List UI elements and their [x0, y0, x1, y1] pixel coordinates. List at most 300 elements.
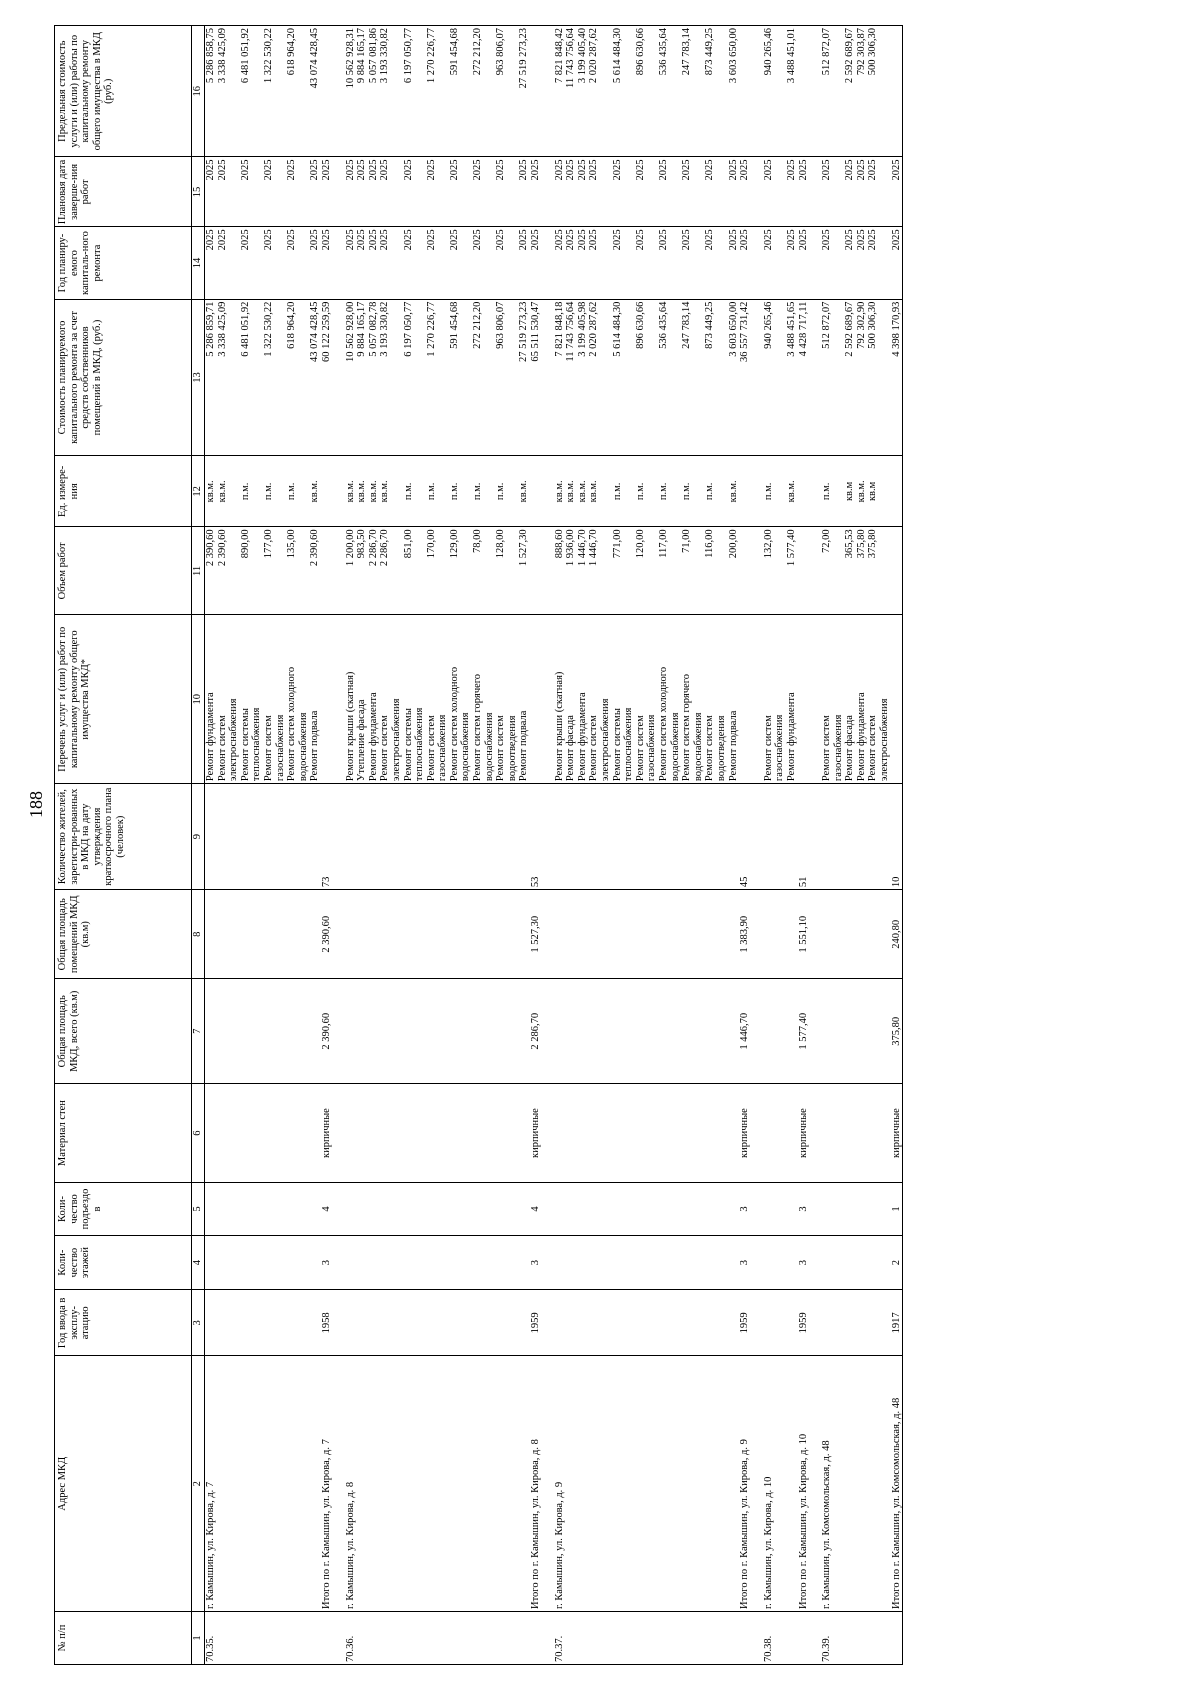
address-cell [251, 1356, 263, 1611]
address-cell [774, 1356, 786, 1611]
wall-material-cell [507, 1084, 519, 1183]
row-number [368, 1611, 380, 1664]
completion-year-cell: 2025 [286, 157, 298, 227]
year-built-cell [693, 1290, 705, 1356]
premises-area-cell [368, 890, 380, 979]
premises-area-cell [414, 890, 426, 979]
unit-cell: п.м. [240, 456, 252, 527]
row-number [240, 1611, 252, 1664]
empty-cell [542, 890, 554, 979]
work-type-cell: Ремонт крыши (скатная) [345, 615, 357, 784]
cost-cell: 7 821 848,18 [554, 299, 566, 456]
column-header: Плановая дата заверше-ния работ [55, 157, 192, 227]
work-type-cell: Ремонт фундамента [205, 615, 217, 784]
row-number: 70.35. [205, 1611, 217, 1664]
floors-cell [275, 1236, 287, 1290]
planned-year-cell [228, 227, 240, 299]
completion-year-cell: 2025 [856, 157, 868, 227]
premises-area-cell [623, 890, 635, 979]
empty-cell [542, 456, 554, 527]
entrances-cell [577, 1182, 589, 1235]
capital-repair-table [54, 25, 903, 1665]
year-built-cell [460, 1290, 472, 1356]
entrances-cell [833, 1182, 845, 1235]
empty-cell [333, 456, 345, 527]
empty-cell [333, 1236, 345, 1290]
residents-cell [554, 784, 566, 890]
premises-area-cell [437, 890, 449, 979]
floors-cell [646, 1236, 658, 1290]
work-type-cell: Ремонт систем [635, 615, 647, 784]
wall-material-cell [612, 1084, 624, 1183]
row-number [484, 1611, 496, 1664]
premises-area-cell [763, 890, 775, 979]
address-cell [612, 1356, 624, 1611]
address-cell: г. Камышин, ул. Кирова, д. 8 [345, 1356, 357, 1611]
volume-cell [646, 527, 658, 615]
work-type-cell: Ремонт фундамента [786, 615, 798, 784]
table-row [205, 26, 217, 1665]
year-built-cell [414, 1290, 426, 1356]
residents-cell [623, 784, 635, 890]
year-built-cell [298, 1290, 310, 1356]
wall-material-cell [658, 1084, 670, 1183]
entrances-cell [495, 1182, 507, 1235]
table-row [217, 26, 229, 1665]
table-row [635, 26, 647, 1665]
year-built-cell [681, 1290, 693, 1356]
year-built-cell [403, 1290, 415, 1356]
residents-cell [309, 784, 321, 890]
planned-year-cell [460, 227, 472, 299]
residents-cell [821, 784, 833, 890]
floors-cell [368, 1236, 380, 1290]
wall-material-cell [217, 1084, 229, 1183]
unit-cell: п.м. [612, 456, 624, 527]
wall-material-cell [414, 1084, 426, 1183]
cost-cell: 3 338 425,09 [217, 299, 229, 456]
residents-cell [228, 784, 240, 890]
volume-cell: 2 390,60 [205, 527, 217, 615]
work-type-cell [798, 615, 810, 784]
table-row [612, 26, 624, 1665]
wall-material-cell [716, 1084, 728, 1183]
address-cell [728, 1356, 740, 1611]
completion-year-cell: 2025 [891, 157, 903, 227]
premises-area-cell [693, 890, 705, 979]
total-area-cell [577, 979, 589, 1084]
table-row [275, 26, 287, 1665]
year-built-cell [658, 1290, 670, 1356]
address-cell [484, 1356, 496, 1611]
volume-cell: 1 200,00 [345, 527, 357, 615]
completion-year-cell: 2025 [449, 157, 461, 227]
premises-area-cell [403, 890, 415, 979]
planned-year-cell: 2025 [263, 227, 275, 299]
address-cell [844, 1356, 856, 1611]
address-cell: Итого по г. Камышин, ул. Кирова, д. 7 [321, 1356, 333, 1611]
volume-cell [321, 527, 333, 615]
wall-material-cell: кирпичные [798, 1084, 810, 1183]
address-cell [275, 1356, 287, 1611]
address-cell [833, 1356, 845, 1611]
empty-cell [333, 1611, 345, 1664]
limit-cost-cell: 1 270 226,77 [426, 26, 438, 157]
entrances-cell [484, 1182, 496, 1235]
limit-cost-cell: 7 821 848,42 [554, 26, 566, 157]
empty-cell [809, 1290, 821, 1356]
total-area-cell [635, 979, 647, 1084]
address-cell [716, 1356, 728, 1611]
cost-cell: 6 197 050,77 [403, 299, 415, 456]
cost-cell: 591 454,68 [449, 299, 461, 456]
empty-cell [333, 979, 345, 1084]
entrances-cell [460, 1182, 472, 1235]
planned-year-cell: 2025 [763, 227, 775, 299]
premises-area-cell [821, 890, 833, 979]
limit-cost-cell: 43 074 428,45 [309, 26, 321, 157]
total-area-cell: 375,80 [891, 979, 903, 1084]
volume-cell: 888,60 [554, 527, 566, 615]
empty-cell [333, 26, 345, 157]
work-type-cell: Утепление фасада [356, 615, 368, 784]
entrances-cell [635, 1182, 647, 1235]
cost-cell: 2 592 689,67 [844, 299, 856, 456]
work-type-cell: Ремонт систем холодного [658, 615, 670, 784]
cost-cell [774, 299, 786, 456]
residents-cell [565, 784, 577, 890]
row-number: 70.36. [345, 1611, 357, 1664]
planned-year-cell [251, 227, 263, 299]
total-area-cell [763, 979, 775, 1084]
total-area-cell [426, 979, 438, 1084]
residents-cell [507, 784, 519, 890]
premises-area-cell [286, 890, 298, 979]
floors-cell [670, 1236, 682, 1290]
work-type-cell: теплоснабжения [251, 615, 263, 784]
column-number: 13 [192, 299, 205, 456]
residents-cell [345, 784, 357, 890]
planned-year-cell [716, 227, 728, 299]
empty-cell [333, 784, 345, 890]
table-row [716, 26, 728, 1665]
column-number: 9 [192, 784, 205, 890]
cost-cell: 512 872,07 [821, 299, 833, 456]
year-built-cell: 1959 [530, 1290, 542, 1356]
floors-cell [379, 1236, 391, 1290]
residents-cell [437, 784, 449, 890]
entrances-cell [565, 1182, 577, 1235]
empty-cell [542, 1356, 554, 1611]
unit-cell: кв.м. [554, 456, 566, 527]
row-number [681, 1611, 693, 1664]
limit-cost-cell [228, 26, 240, 157]
premises-area-cell [449, 890, 461, 979]
table-row [286, 26, 298, 1665]
row-number [600, 1611, 612, 1664]
year-built-cell [309, 1290, 321, 1356]
completion-year-cell [391, 157, 403, 227]
total-area-cell [298, 979, 310, 1084]
header-row [55, 26, 192, 1665]
empty-cell [809, 299, 821, 456]
year-built-cell: 1958 [321, 1290, 333, 1356]
cost-cell: 963 806,07 [495, 299, 507, 456]
wall-material-cell [286, 1084, 298, 1183]
premises-area-cell [251, 890, 263, 979]
wall-material-cell [263, 1084, 275, 1183]
wall-material-cell [635, 1084, 647, 1183]
address-cell: Итого по г. Камышин, ул. Комсомольская, д. 48 [891, 1356, 903, 1611]
total-row [798, 26, 810, 1665]
wall-material-cell [623, 1084, 635, 1183]
row-number: 70.39. [821, 1611, 833, 1664]
completion-year-cell: 2025 [658, 157, 670, 227]
empty-cell [542, 227, 554, 299]
table-row [437, 26, 449, 1665]
year-built-cell [728, 1290, 740, 1356]
limit-cost-cell [670, 26, 682, 157]
wall-material-cell [391, 1084, 403, 1183]
total-row [739, 26, 751, 1665]
unit-cell [507, 456, 519, 527]
residents-cell [275, 784, 287, 890]
limit-cost-cell [460, 26, 472, 157]
entrances-cell [228, 1182, 240, 1235]
year-built-cell [554, 1290, 566, 1356]
total-area-cell [612, 979, 624, 1084]
planned-year-cell: 2025 [345, 227, 357, 299]
residents-cell [658, 784, 670, 890]
total-area-cell [681, 979, 693, 1084]
completion-year-cell: 2025 [321, 157, 333, 227]
unit-cell [774, 456, 786, 527]
table-row [623, 26, 635, 1665]
address-cell [565, 1356, 577, 1611]
planned-year-cell [693, 227, 705, 299]
entrances-cell [600, 1182, 612, 1235]
address-cell [495, 1356, 507, 1611]
cost-cell [251, 299, 263, 456]
volume-cell: 72,00 [821, 527, 833, 615]
completion-year-cell [275, 157, 287, 227]
premises-area-cell [588, 890, 600, 979]
entrances-cell [728, 1182, 740, 1235]
empty-cell [809, 456, 821, 527]
completion-year-cell [437, 157, 449, 227]
unit-cell: кв.м. [309, 456, 321, 527]
work-type-cell: Ремонт систем [704, 615, 716, 784]
cost-cell: 60 122 259,59 [321, 299, 333, 456]
planned-year-cell: 2025 [635, 227, 647, 299]
unit-cell: кв.м. [518, 456, 530, 527]
completion-year-cell: 2025 [763, 157, 775, 227]
residents-cell [426, 784, 438, 890]
total-area-cell [879, 979, 891, 1084]
volume-cell: 120,00 [635, 527, 647, 615]
unit-cell: п.м. [821, 456, 833, 527]
wall-material-cell [856, 1084, 868, 1183]
unit-cell: п.м. [403, 456, 415, 527]
completion-year-cell: 2025 [217, 157, 229, 227]
limit-cost-cell: 27 519 273,23 [518, 26, 530, 157]
column-number: 4 [192, 1236, 205, 1290]
year-built-cell [763, 1290, 775, 1356]
table-row [833, 26, 845, 1665]
floors-cell [716, 1236, 728, 1290]
volume-cell: 117,00 [658, 527, 670, 615]
year-built-cell [821, 1290, 833, 1356]
volume-cell [833, 527, 845, 615]
premises-area-cell [844, 890, 856, 979]
floors-cell [403, 1236, 415, 1290]
completion-year-cell: 2025 [681, 157, 693, 227]
residents-cell [414, 784, 426, 890]
unit-cell: п.м. [658, 456, 670, 527]
cost-cell: 873 449,25 [704, 299, 716, 456]
table-row [356, 26, 368, 1665]
limit-cost-cell: 3 603 650,00 [728, 26, 740, 157]
table-row [414, 26, 426, 1665]
total-area-cell [205, 979, 217, 1084]
total-area-cell [495, 979, 507, 1084]
row-number [867, 1611, 879, 1664]
unit-cell [600, 456, 612, 527]
address-cell [704, 1356, 716, 1611]
address-cell [670, 1356, 682, 1611]
work-type-cell: Ремонт системы [240, 615, 252, 784]
cost-cell [716, 299, 728, 456]
year-built-cell [600, 1290, 612, 1356]
row-number [414, 1611, 426, 1664]
total-row [891, 26, 903, 1665]
entrances-cell [774, 1182, 786, 1235]
residents-cell [844, 784, 856, 890]
planned-year-cell [275, 227, 287, 299]
floors-cell [623, 1236, 635, 1290]
address-cell [309, 1356, 321, 1611]
entrances-cell [426, 1182, 438, 1235]
row-number [635, 1611, 647, 1664]
completion-year-cell: 2025 [403, 157, 415, 227]
unit-cell [484, 456, 496, 527]
year-built-cell [612, 1290, 624, 1356]
volume-cell: 1 446,70 [588, 527, 600, 615]
total-area-cell [460, 979, 472, 1084]
volume-cell: 116,00 [704, 527, 716, 615]
premises-area-cell [867, 890, 879, 979]
address-cell [786, 1356, 798, 1611]
residents-cell [879, 784, 891, 890]
empty-cell [751, 979, 763, 1084]
row-number [472, 1611, 484, 1664]
completion-year-cell: 2025 [635, 157, 647, 227]
entrances-cell [356, 1182, 368, 1235]
floors-cell [554, 1236, 566, 1290]
address-cell [298, 1356, 310, 1611]
total-area-cell [716, 979, 728, 1084]
residents-cell [205, 784, 217, 890]
address-cell [391, 1356, 403, 1611]
residents-cell [298, 784, 310, 890]
work-type-cell: Ремонт фасада [844, 615, 856, 784]
cost-cell: 3 199 405,98 [577, 299, 589, 456]
wall-material-cell [251, 1084, 263, 1183]
limit-cost-cell [891, 26, 903, 157]
floors-cell [240, 1236, 252, 1290]
limit-cost-cell [833, 26, 845, 157]
premises-area-cell [565, 890, 577, 979]
residents-cell [728, 784, 740, 890]
unit-cell: кв.м. [345, 456, 357, 527]
premises-area-cell [704, 890, 716, 979]
table-row [391, 26, 403, 1665]
table-row [728, 26, 740, 1665]
year-built-cell [588, 1290, 600, 1356]
premises-area-cell [309, 890, 321, 979]
address-cell [588, 1356, 600, 1611]
column-header: Перечень услуг и (или) работ по капитальному ремонту общего имущества МКД* [55, 615, 192, 784]
unit-cell: кв.м. [217, 456, 229, 527]
premises-area-cell [484, 890, 496, 979]
work-type-cell: Ремонт систем [426, 615, 438, 784]
completion-year-cell [507, 157, 519, 227]
table-row [460, 26, 472, 1665]
floors-cell [565, 1236, 577, 1290]
row-number [507, 1611, 519, 1664]
residents-cell [646, 784, 658, 890]
volume-cell: 1 936,00 [565, 527, 577, 615]
cost-cell: 896 630,66 [635, 299, 647, 456]
floors-cell [600, 1236, 612, 1290]
row-number [728, 1611, 740, 1664]
wall-material-cell [240, 1084, 252, 1183]
entrances-cell [391, 1182, 403, 1235]
completion-year-cell: 2025 [786, 157, 798, 227]
column-number: 11 [192, 527, 205, 615]
limit-cost-cell: 247 783,14 [681, 26, 693, 157]
spacer-row [333, 26, 345, 1665]
unit-cell [321, 456, 333, 527]
planned-year-cell [484, 227, 496, 299]
empty-cell [809, 615, 821, 784]
unit-cell: кв.м. [379, 456, 391, 527]
year-built-cell [495, 1290, 507, 1356]
total-area-cell [856, 979, 868, 1084]
address-cell [472, 1356, 484, 1611]
year-built-cell [670, 1290, 682, 1356]
completion-year-cell: 2025 [844, 157, 856, 227]
table-row [403, 26, 415, 1665]
work-type-cell: водоснабжения [460, 615, 472, 784]
cost-cell: 1 270 226,77 [426, 299, 438, 456]
year-built-cell [205, 1290, 217, 1356]
column-number: 1 [192, 1611, 205, 1664]
unit-cell [275, 456, 287, 527]
floors-cell [833, 1236, 845, 1290]
year-built-cell [774, 1290, 786, 1356]
empty-cell [542, 784, 554, 890]
address-cell [379, 1356, 391, 1611]
volume-cell: 983,50 [356, 527, 368, 615]
wall-material-cell [833, 1084, 845, 1183]
work-type-cell: Ремонт систем [821, 615, 833, 784]
planned-year-cell: 2025 [739, 227, 751, 299]
limit-cost-cell [623, 26, 635, 157]
unit-cell: кв.м. [205, 456, 217, 527]
row-number [612, 1611, 624, 1664]
total-area-cell [588, 979, 600, 1084]
